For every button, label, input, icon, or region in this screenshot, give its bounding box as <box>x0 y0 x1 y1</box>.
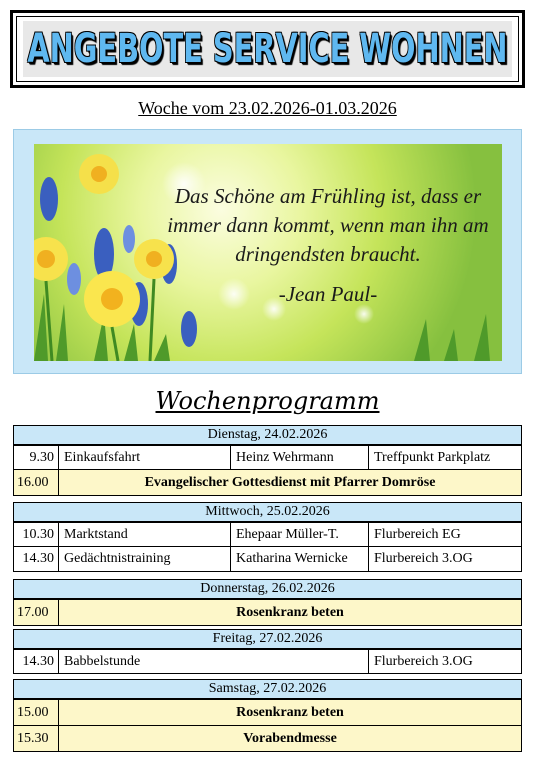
quote-line: Das Schöne am Frühling ist, dass er <box>174 184 482 208</box>
table-row-highlight <box>14 725 521 751</box>
time-cell: 15.30 <box>17 730 49 746</box>
time-cell: 14.30 <box>22 653 54 669</box>
header-banner <box>10 10 525 88</box>
activity-cell: Evangelischer Gottesdienst mit Pfarrer Domröse <box>58 470 521 495</box>
quote-line: dringendsten braucht. <box>235 242 421 266</box>
location-cell: Flurbereich 3.OG <box>368 650 521 673</box>
location-cell: Flurbereich EG <box>368 523 521 546</box>
activity-cell: Rosenkranz beten <box>58 700 521 725</box>
time-cell: 17.00 <box>17 604 49 620</box>
time-cell: 16.00 <box>17 474 49 490</box>
activity-cell: Rosenkranz beten <box>58 600 521 625</box>
time-cell: 14.30 <box>22 551 54 566</box>
day-header: Samstag, 27.02.2026 <box>14 680 521 699</box>
host-cell: Ehepaar Müller-T. <box>230 523 368 546</box>
time-cell: 15.00 <box>17 704 49 720</box>
time-cell: 10.30 <box>22 526 54 542</box>
table-row <box>14 546 521 571</box>
day-header: Donnerstag, 26.02.2026 <box>14 580 521 599</box>
day-header: Mittwoch, 25.02.2026 <box>14 503 521 522</box>
header-banner-frame <box>16 16 519 82</box>
table-row <box>14 445 521 469</box>
quote-line: immer dann kommt, wenn man ihn am <box>167 213 489 237</box>
host-cell: Heinz Wehrmann <box>230 446 368 469</box>
activity-cell: Gedächtnistraining <box>58 547 230 571</box>
page-title: ANGEBOTE SERVICE WOHNEN <box>27 26 508 72</box>
table-row-highlight <box>14 599 521 625</box>
table-row <box>14 649 521 673</box>
spring-flowers-image <box>34 144 502 361</box>
day-table-thursday <box>13 579 522 626</box>
activity-cell: Einkaufsfahrt <box>58 446 230 469</box>
table-row <box>14 522 521 546</box>
activity-cell: Marktstand <box>58 523 230 546</box>
quote-author: -Jean Paul- <box>278 282 378 306</box>
activity-cell: Vorabendmesse <box>58 726 521 751</box>
week-range: Woche vom 23.02.2026-01.03.2026 <box>138 98 397 118</box>
day-header: Freitag, 27.02.2026 <box>14 630 521 649</box>
host-cell: Katharina Wernicke <box>230 547 368 571</box>
activity-cell: Babbelstunde <box>58 650 368 673</box>
day-header: Dienstag, 24.02.2026 <box>14 426 521 445</box>
location-cell: Flurbereich 3.OG <box>368 547 521 571</box>
quote-text <box>152 182 502 269</box>
day-table-saturday <box>13 679 522 752</box>
program-title: Wochenprogramm <box>155 387 380 415</box>
table-row-highlight <box>14 469 521 495</box>
location-cell: Treffpunkt Parkplatz <box>368 446 521 469</box>
quote-panel <box>13 129 522 374</box>
header-banner-fill <box>23 21 512 77</box>
day-table-wednesday <box>13 502 522 572</box>
table-row-highlight <box>14 699 521 725</box>
day-table-friday <box>13 629 522 674</box>
day-table-tuesday <box>13 425 522 496</box>
time-cell: 9.30 <box>29 449 54 465</box>
